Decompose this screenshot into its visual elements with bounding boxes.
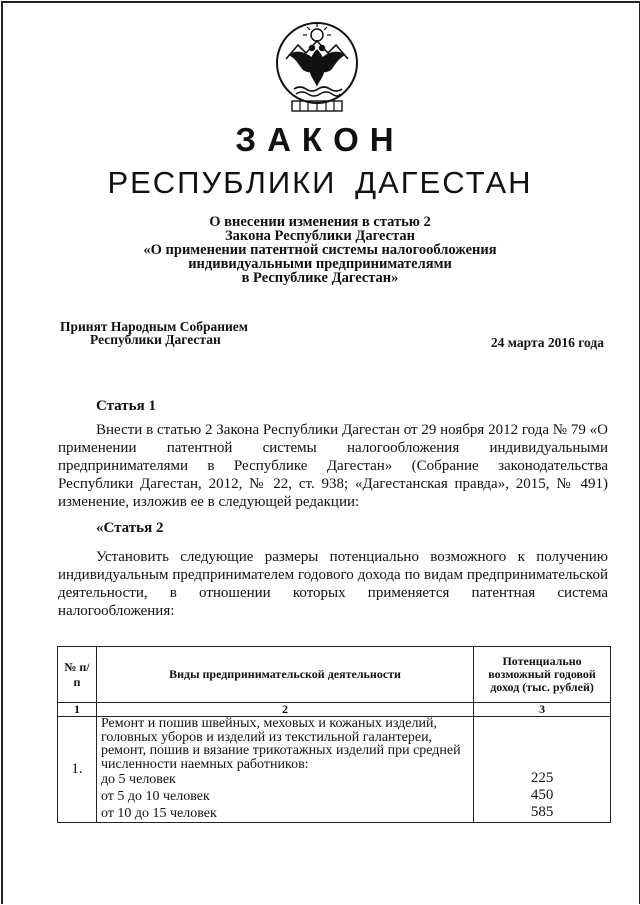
article-1-text [58, 421, 608, 511]
index-cell: 1 [58, 703, 97, 717]
law-title-line: индивидуальными предпринимателями [188, 256, 452, 272]
sub-item-label: до 5 человек [100, 772, 176, 787]
row-values [474, 717, 611, 823]
coat-of-arms-of-dagestan-icon [272, 15, 362, 115]
article-1-body: Внести в статью 2 Закона Республики Дагестан от 29 ноября 2012 года № 79 «О применении патентной системы налогообложения индивидуальными предпринимателями в Республике Дагестан» (Собрание законодательства Республики Дагестан, 2012, № 22, ст. 938; «Дагестанская правда», 2015, № 491) изменение, изложив ее в следующей редакции: [58, 422, 608, 510]
header-income: Потенциально возможный годовой доход (тыс. рублей) [474, 647, 611, 703]
index-cell: 2 [96, 703, 473, 717]
table-index-row [58, 703, 611, 717]
header-num: № п/п [58, 647, 97, 703]
sub-item-value: 585 [530, 804, 554, 820]
row-number: 1. [58, 717, 97, 823]
law-title-line: «О применении патентной системы налогообложения [143, 242, 497, 258]
adoption-date: 24 марта 2016 года [490, 335, 604, 350]
sub-item-value: 450 [530, 787, 554, 803]
law-title-line: в Республике Дагестан» [241, 270, 399, 286]
sub-item-label: от 5 до 10 человек [100, 789, 210, 804]
table-row [58, 717, 611, 823]
row-activity [96, 717, 473, 823]
value-spacer [478, 718, 606, 770]
article-2-body: Установить следующие размеры потенциально возможного к получению индивидуальным предпринимателем годового дохода по видам предпринимательской деятельности, в отношении которых применяется патентная система налогообложения: [58, 549, 608, 619]
law-title-line: О внесении изменения в статью 2 [209, 214, 431, 230]
law-title-line: Закона Республики Дагестан [225, 228, 415, 244]
republic-heading: РЕСПУБЛИКИ ДАГЕСТАН [107, 165, 533, 200]
sub-item-label: от 10 до 15 человек [100, 806, 217, 821]
article-2-text [58, 548, 608, 620]
law-heading: ЗАКОН [235, 121, 405, 158]
adoption-line: Принят Народным Собранием [60, 319, 248, 334]
adoption-line: Республики Дагестан [90, 332, 221, 347]
adoption-note [60, 320, 248, 346]
law-title [100, 215, 540, 285]
article-1-heading: Статья 1 [96, 398, 156, 414]
sub-item-value: 225 [530, 770, 554, 786]
activity-text: Ремонт и пошив швейных, меховых и кожаных изделий, головных уборов и изделий из текстильной галантереи, ремонт, пошив и вязание трикотажных изделий при средней численности наемных работников: [100, 716, 461, 772]
article-2-heading: «Статья 2 [96, 520, 164, 536]
index-cell: 3 [474, 703, 611, 717]
table-header-row [58, 647, 611, 703]
income-table [57, 646, 611, 823]
header-activity: Виды предпринимательской деятельности [96, 647, 473, 703]
